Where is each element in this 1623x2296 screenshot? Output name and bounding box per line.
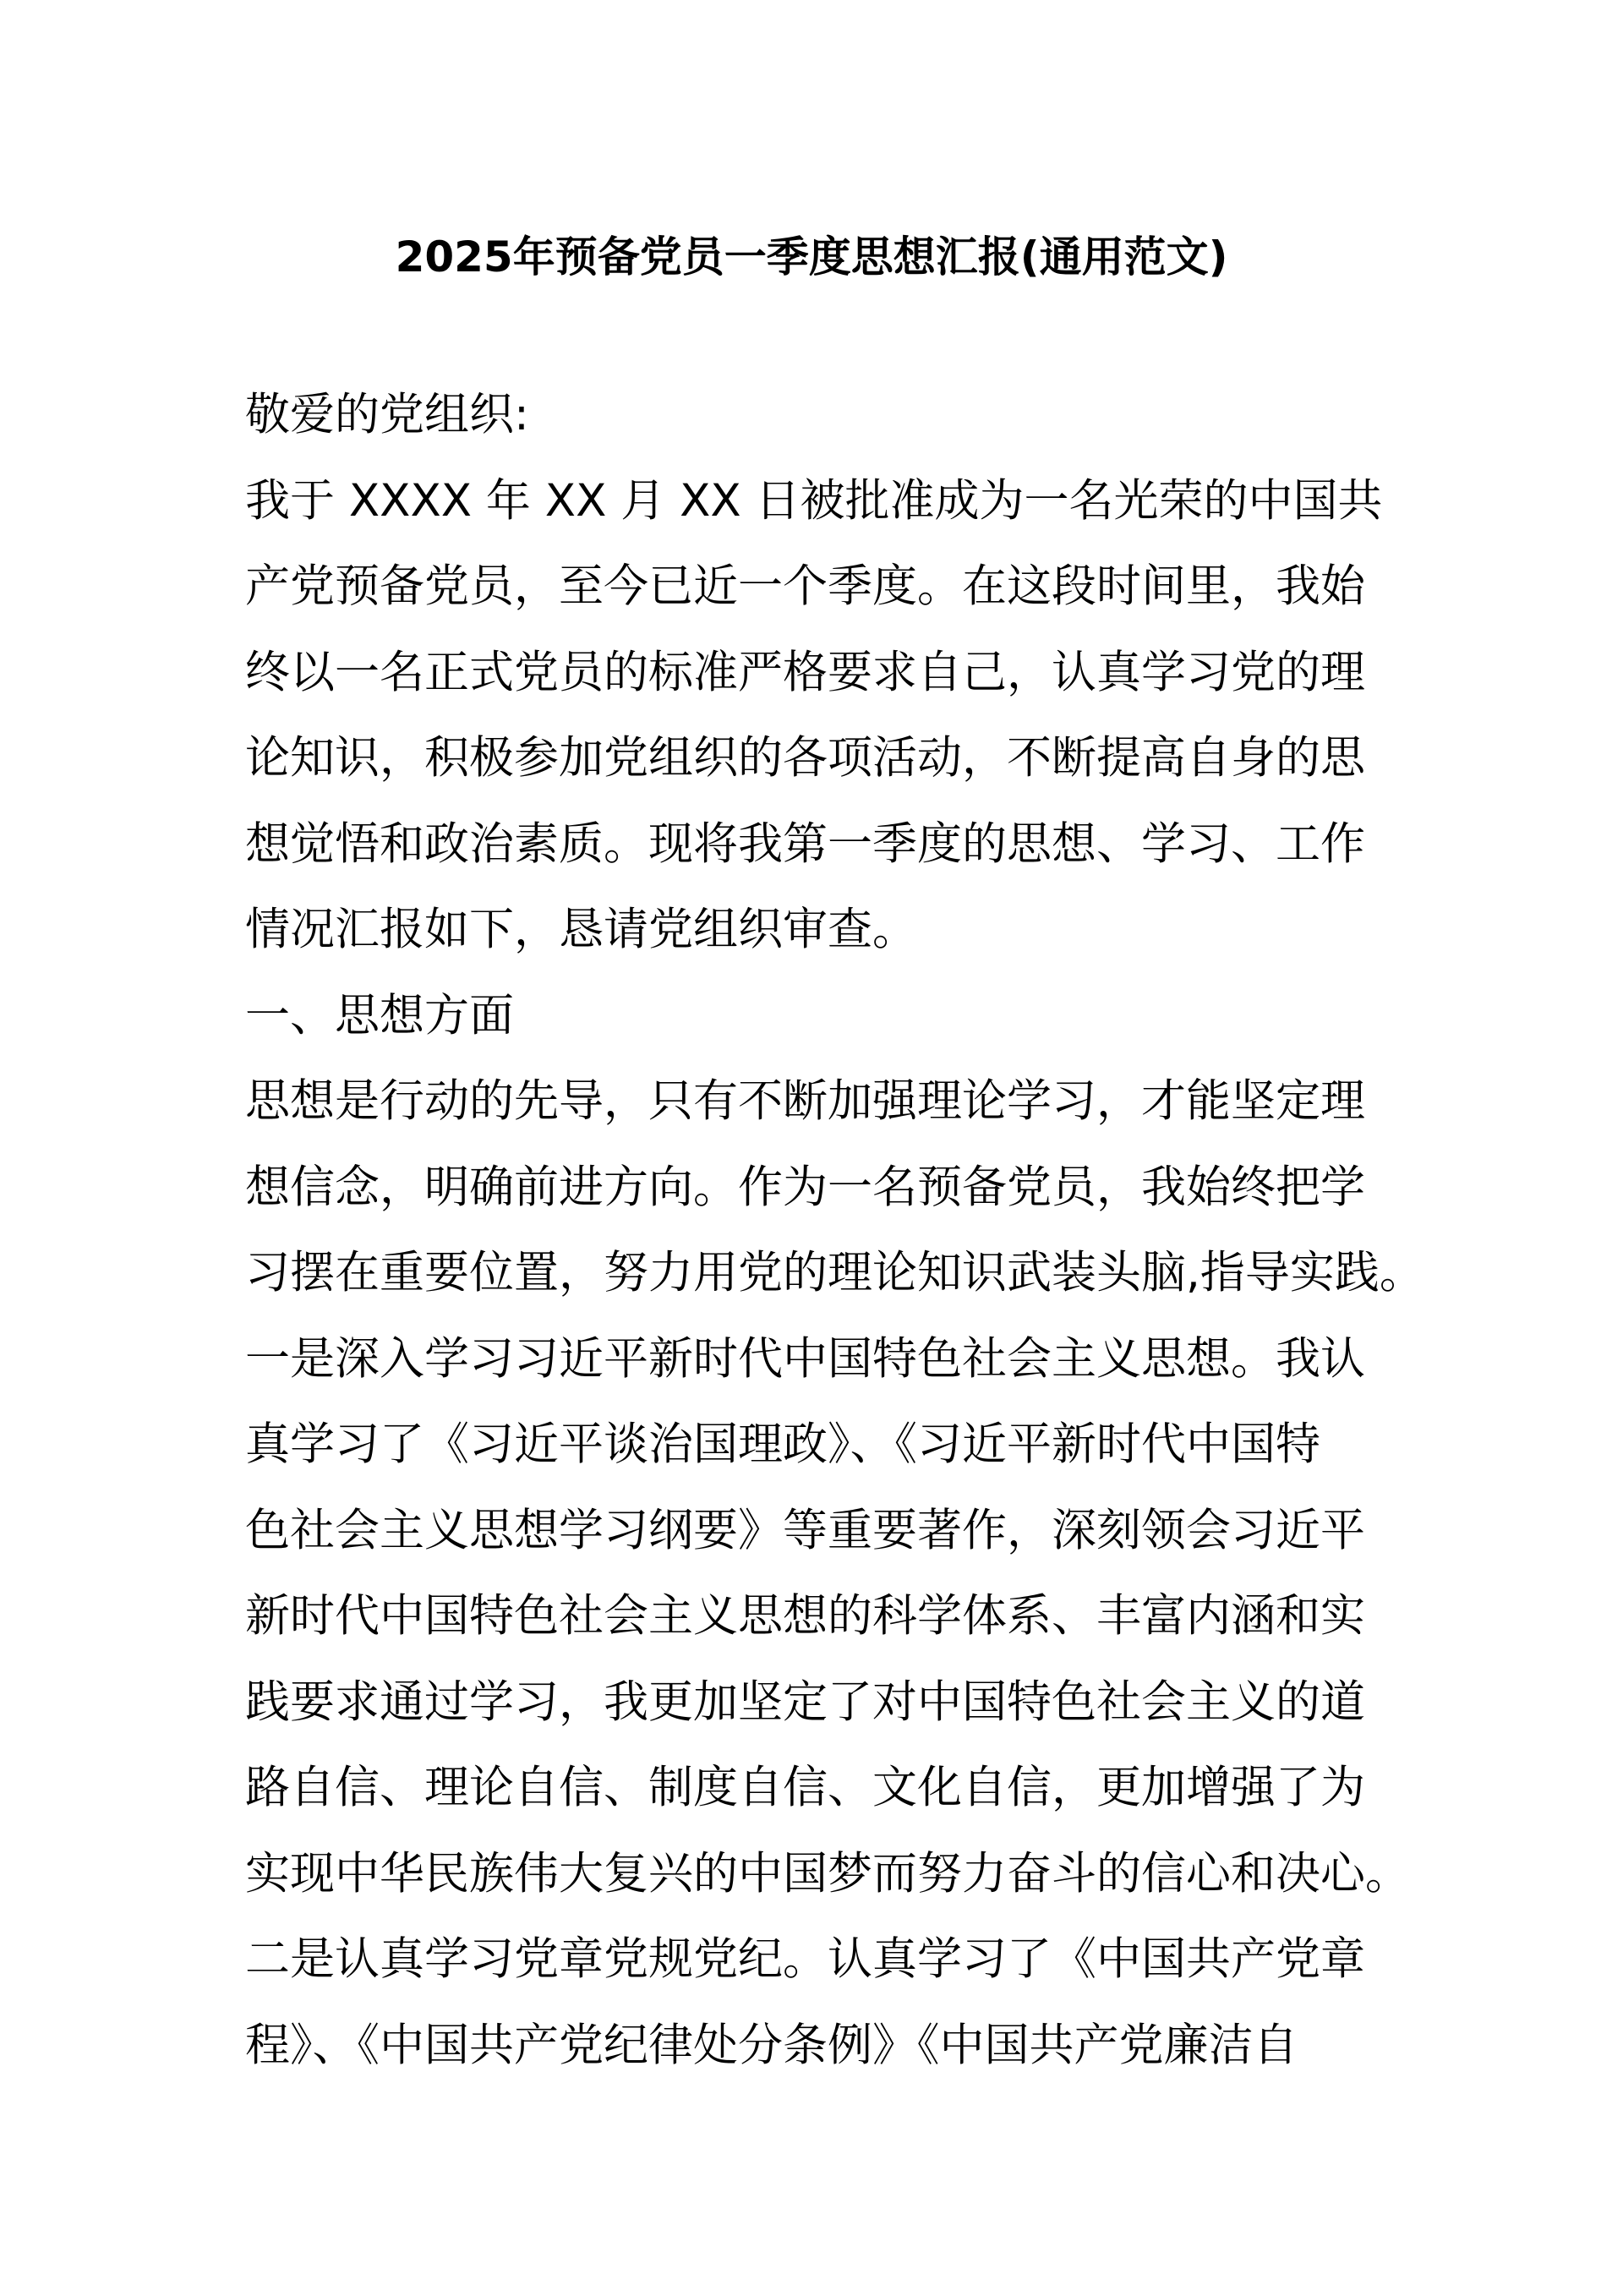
- section-heading: 一、思想方面: [245, 989, 514, 1041]
- document-title: 2025年预备党员一季度思想汇报(通用范文): [395, 232, 1228, 282]
- body-line: 践要求通过学习，我更加坚定了对中国特色社会主义的道: [245, 1676, 1365, 1728]
- body-line: 思想是行动的先导，只有不断加强理论学习，才能坚定理: [245, 1075, 1365, 1127]
- body-line: 习摆在重要位置，努力用党的理论知识武装头脑,指导实践。: [245, 1247, 1424, 1298]
- body-line: 论知识，积极参加党组织的各项活动，不断提高自身的思: [245, 732, 1365, 784]
- body-line: 想觉悟和政治素质。现将我第一季度的思想、学习、工作: [245, 817, 1365, 870]
- body-line: 二是认真学习党章党规党纪。认真学习了《中国共产党章: [245, 1933, 1365, 1985]
- body-line: 实现中华民族伟大复兴的中国梦而努力奋斗的信心和决心。: [245, 1847, 1410, 1900]
- body-line: 一是深入学习习近平新时代中国特色社会主义思想。我认: [245, 1332, 1365, 1385]
- body-line: 色社会主义思想学习纲要》等重要著作，深刻领会习近平: [245, 1504, 1365, 1556]
- body-line: 终以一名正式党员的标准严格要求自己，认真学习党的理: [245, 646, 1365, 698]
- body-line: 路自信、理论自信、制度自信、文化自信，更加增强了为: [245, 1762, 1365, 1813]
- body-line: 情况汇报如下，恳请党组织审查。: [245, 904, 917, 955]
- body-line: 真学习了《习近平谈治国理政》、《习近平新时代中国特: [245, 1419, 1320, 1470]
- body-line: 新时代中国特色社会主义思想的科学体系、丰富内涵和实: [245, 1590, 1365, 1642]
- body-line: 程》、《中国共产党纪律处分条例》《中国共产党廉洁自: [245, 2019, 1298, 2071]
- document-body: [245, 372, 1424, 2088]
- body-line-salutation: 敬爱的党组织:: [245, 389, 529, 440]
- body-line: 想信念，明确前进方向。作为一名预备党员，我始终把学: [245, 1161, 1365, 1213]
- body-line: 产党预备党员，至今已近一个季度。在这段时间里，我始: [245, 560, 1365, 612]
- body-line: 我于 XXXX 年 XX 月 XX 日被批准成为一名光荣的中国共: [245, 474, 1383, 527]
